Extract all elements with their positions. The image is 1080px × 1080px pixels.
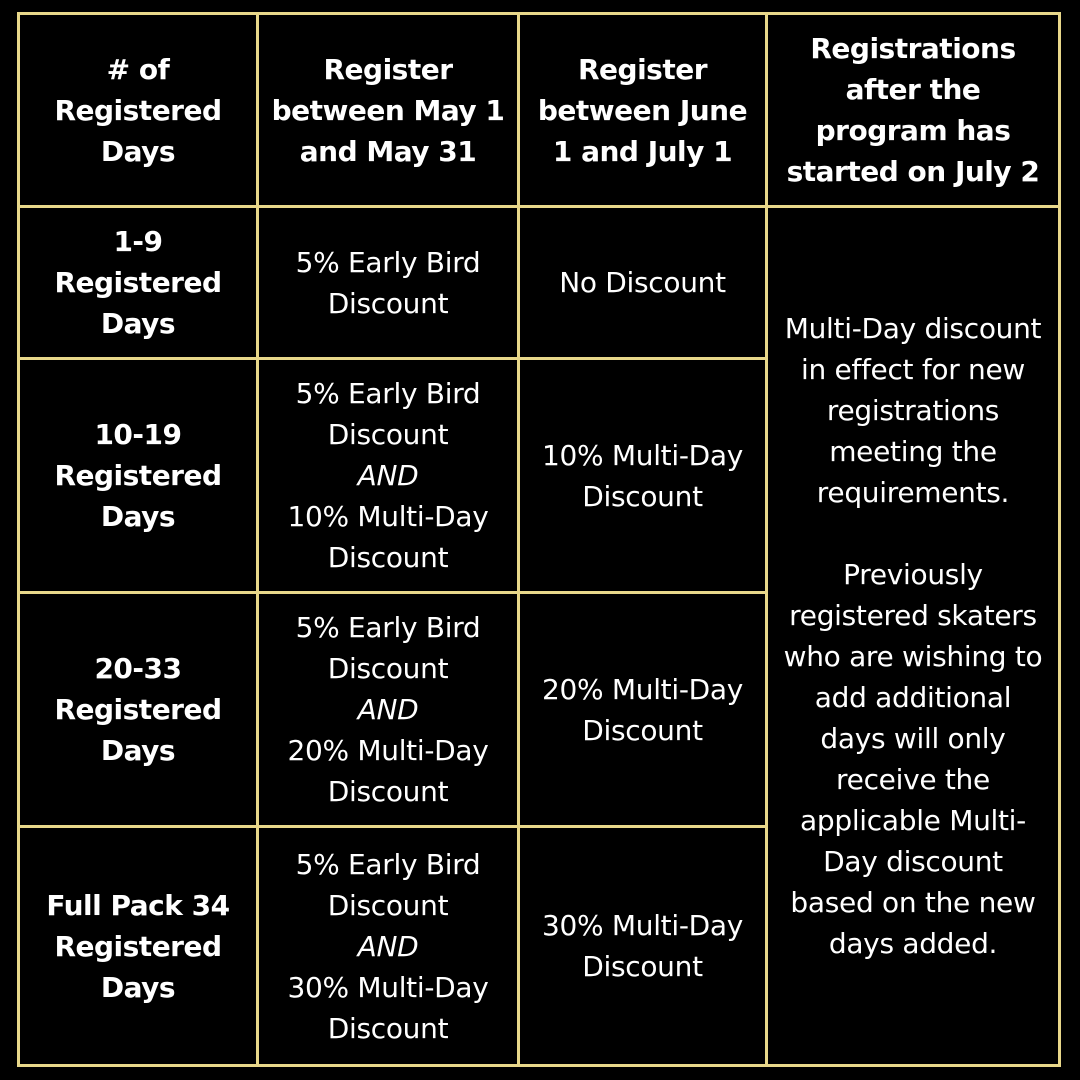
- row-label-full-pack-34: [20, 828, 259, 1064]
- row-label-line: 20-33: [94, 652, 182, 685]
- policy-paragraph-2: [784, 554, 1043, 964]
- header-after-start: [768, 15, 1058, 208]
- header-line: Days: [100, 134, 176, 168]
- header-line: started on July 2: [786, 155, 1040, 188]
- and-label: AND: [357, 929, 419, 963]
- cell-line: 10% Multi-Day: [287, 500, 489, 533]
- cell-line: 30% Multi-Day: [541, 909, 744, 942]
- header-line: and May 31: [299, 134, 477, 168]
- row-label-line: Registered: [54, 459, 222, 492]
- row-label-10-19: [20, 360, 259, 594]
- row-label-line: Full Pack 34: [46, 888, 230, 922]
- header-line: program has: [815, 114, 1011, 147]
- cell-line: Discount: [327, 286, 449, 320]
- row-label-line: Days: [100, 734, 176, 767]
- cell-line: 30% Multi-Day: [287, 970, 489, 1004]
- cell-line: Discount: [327, 418, 449, 451]
- discount-table: [17, 12, 1061, 1067]
- policy-line: receive the: [836, 763, 990, 796]
- policy-line: based on the new: [790, 886, 1036, 919]
- header-june: [520, 15, 768, 208]
- policy-line: add additional: [814, 681, 1012, 714]
- and-label: AND: [357, 693, 419, 726]
- cell-line: Discount: [327, 1011, 449, 1045]
- cell-line: 5% Early Bird: [295, 611, 481, 644]
- policy-paragraph-1: [785, 308, 1041, 513]
- cell-line: 5% Early Bird: [295, 847, 481, 881]
- cell-line: 5% Early Bird: [295, 245, 481, 279]
- header-line: 1 and July 1: [552, 134, 733, 168]
- row-label-line: Registered: [54, 693, 222, 726]
- policy-line: days added.: [828, 927, 998, 960]
- header-line: Registrations: [810, 32, 1016, 65]
- cell-line: No Discount: [559, 266, 726, 299]
- cell-line: Discount: [582, 479, 703, 513]
- row-label-20-33: [20, 594, 259, 828]
- row-label-line: Days: [100, 307, 176, 340]
- policy-line: who are wishing to: [783, 640, 1043, 673]
- header-line: Register: [323, 52, 453, 86]
- policy-line: meeting the: [829, 435, 997, 468]
- cell-june-20-33: [520, 594, 768, 828]
- cell-line: 20% Multi-Day: [287, 734, 489, 767]
- row-label-line: Days: [100, 500, 176, 533]
- policy-line: requirements.: [816, 476, 1010, 509]
- after-start-policy: [768, 208, 1058, 1064]
- header-line: after the: [845, 73, 981, 106]
- cell-may-1-9: [259, 208, 520, 360]
- policy-line: registrations: [826, 394, 1000, 427]
- header-may: [259, 15, 520, 208]
- row-label-line: 1-9: [113, 225, 163, 258]
- row-label-line: Days: [100, 970, 176, 1004]
- header-line: Registered: [54, 93, 222, 127]
- row-label-line: Registered: [54, 266, 222, 299]
- header-registered-days: [20, 15, 259, 208]
- cell-line: Discount: [327, 775, 449, 808]
- cell-line: 5% Early Bird: [295, 377, 481, 410]
- row-label-line: Registered: [54, 929, 222, 963]
- cell-june-full-pack: [520, 828, 768, 1064]
- cell-line: Discount: [327, 541, 449, 574]
- cell-line: Discount: [327, 652, 449, 685]
- cell-june-1-9: [520, 208, 768, 360]
- row-label-line: 10-19: [94, 418, 182, 451]
- policy-line: registered skaters: [789, 599, 1037, 632]
- policy-line: Day discount: [823, 845, 1003, 878]
- policy-line: applicable Multi-: [800, 804, 1026, 837]
- cell-may-20-33: [259, 594, 520, 828]
- cell-line: Discount: [327, 888, 449, 922]
- cell-may-10-19: [259, 360, 520, 594]
- cell-line: Discount: [582, 950, 703, 983]
- header-line: between June: [537, 93, 748, 127]
- policy-line: Previously: [843, 558, 983, 591]
- row-label-1-9: [20, 208, 259, 360]
- cell-may-full-pack: [259, 828, 520, 1064]
- header-line: Register: [577, 52, 708, 86]
- cell-line: 20% Multi-Day: [541, 672, 744, 706]
- cell-line: Discount: [582, 713, 703, 747]
- cell-line: 10% Multi-Day: [541, 438, 744, 472]
- and-label: AND: [357, 459, 419, 492]
- policy-line: Multi-Day discount: [784, 312, 1042, 345]
- header-line: # of: [106, 52, 170, 86]
- header-line: between May 1: [271, 93, 505, 127]
- cell-june-10-19: [520, 360, 768, 594]
- policy-line: in effect for new: [800, 353, 1026, 386]
- policy-line: days will only: [820, 722, 1006, 755]
